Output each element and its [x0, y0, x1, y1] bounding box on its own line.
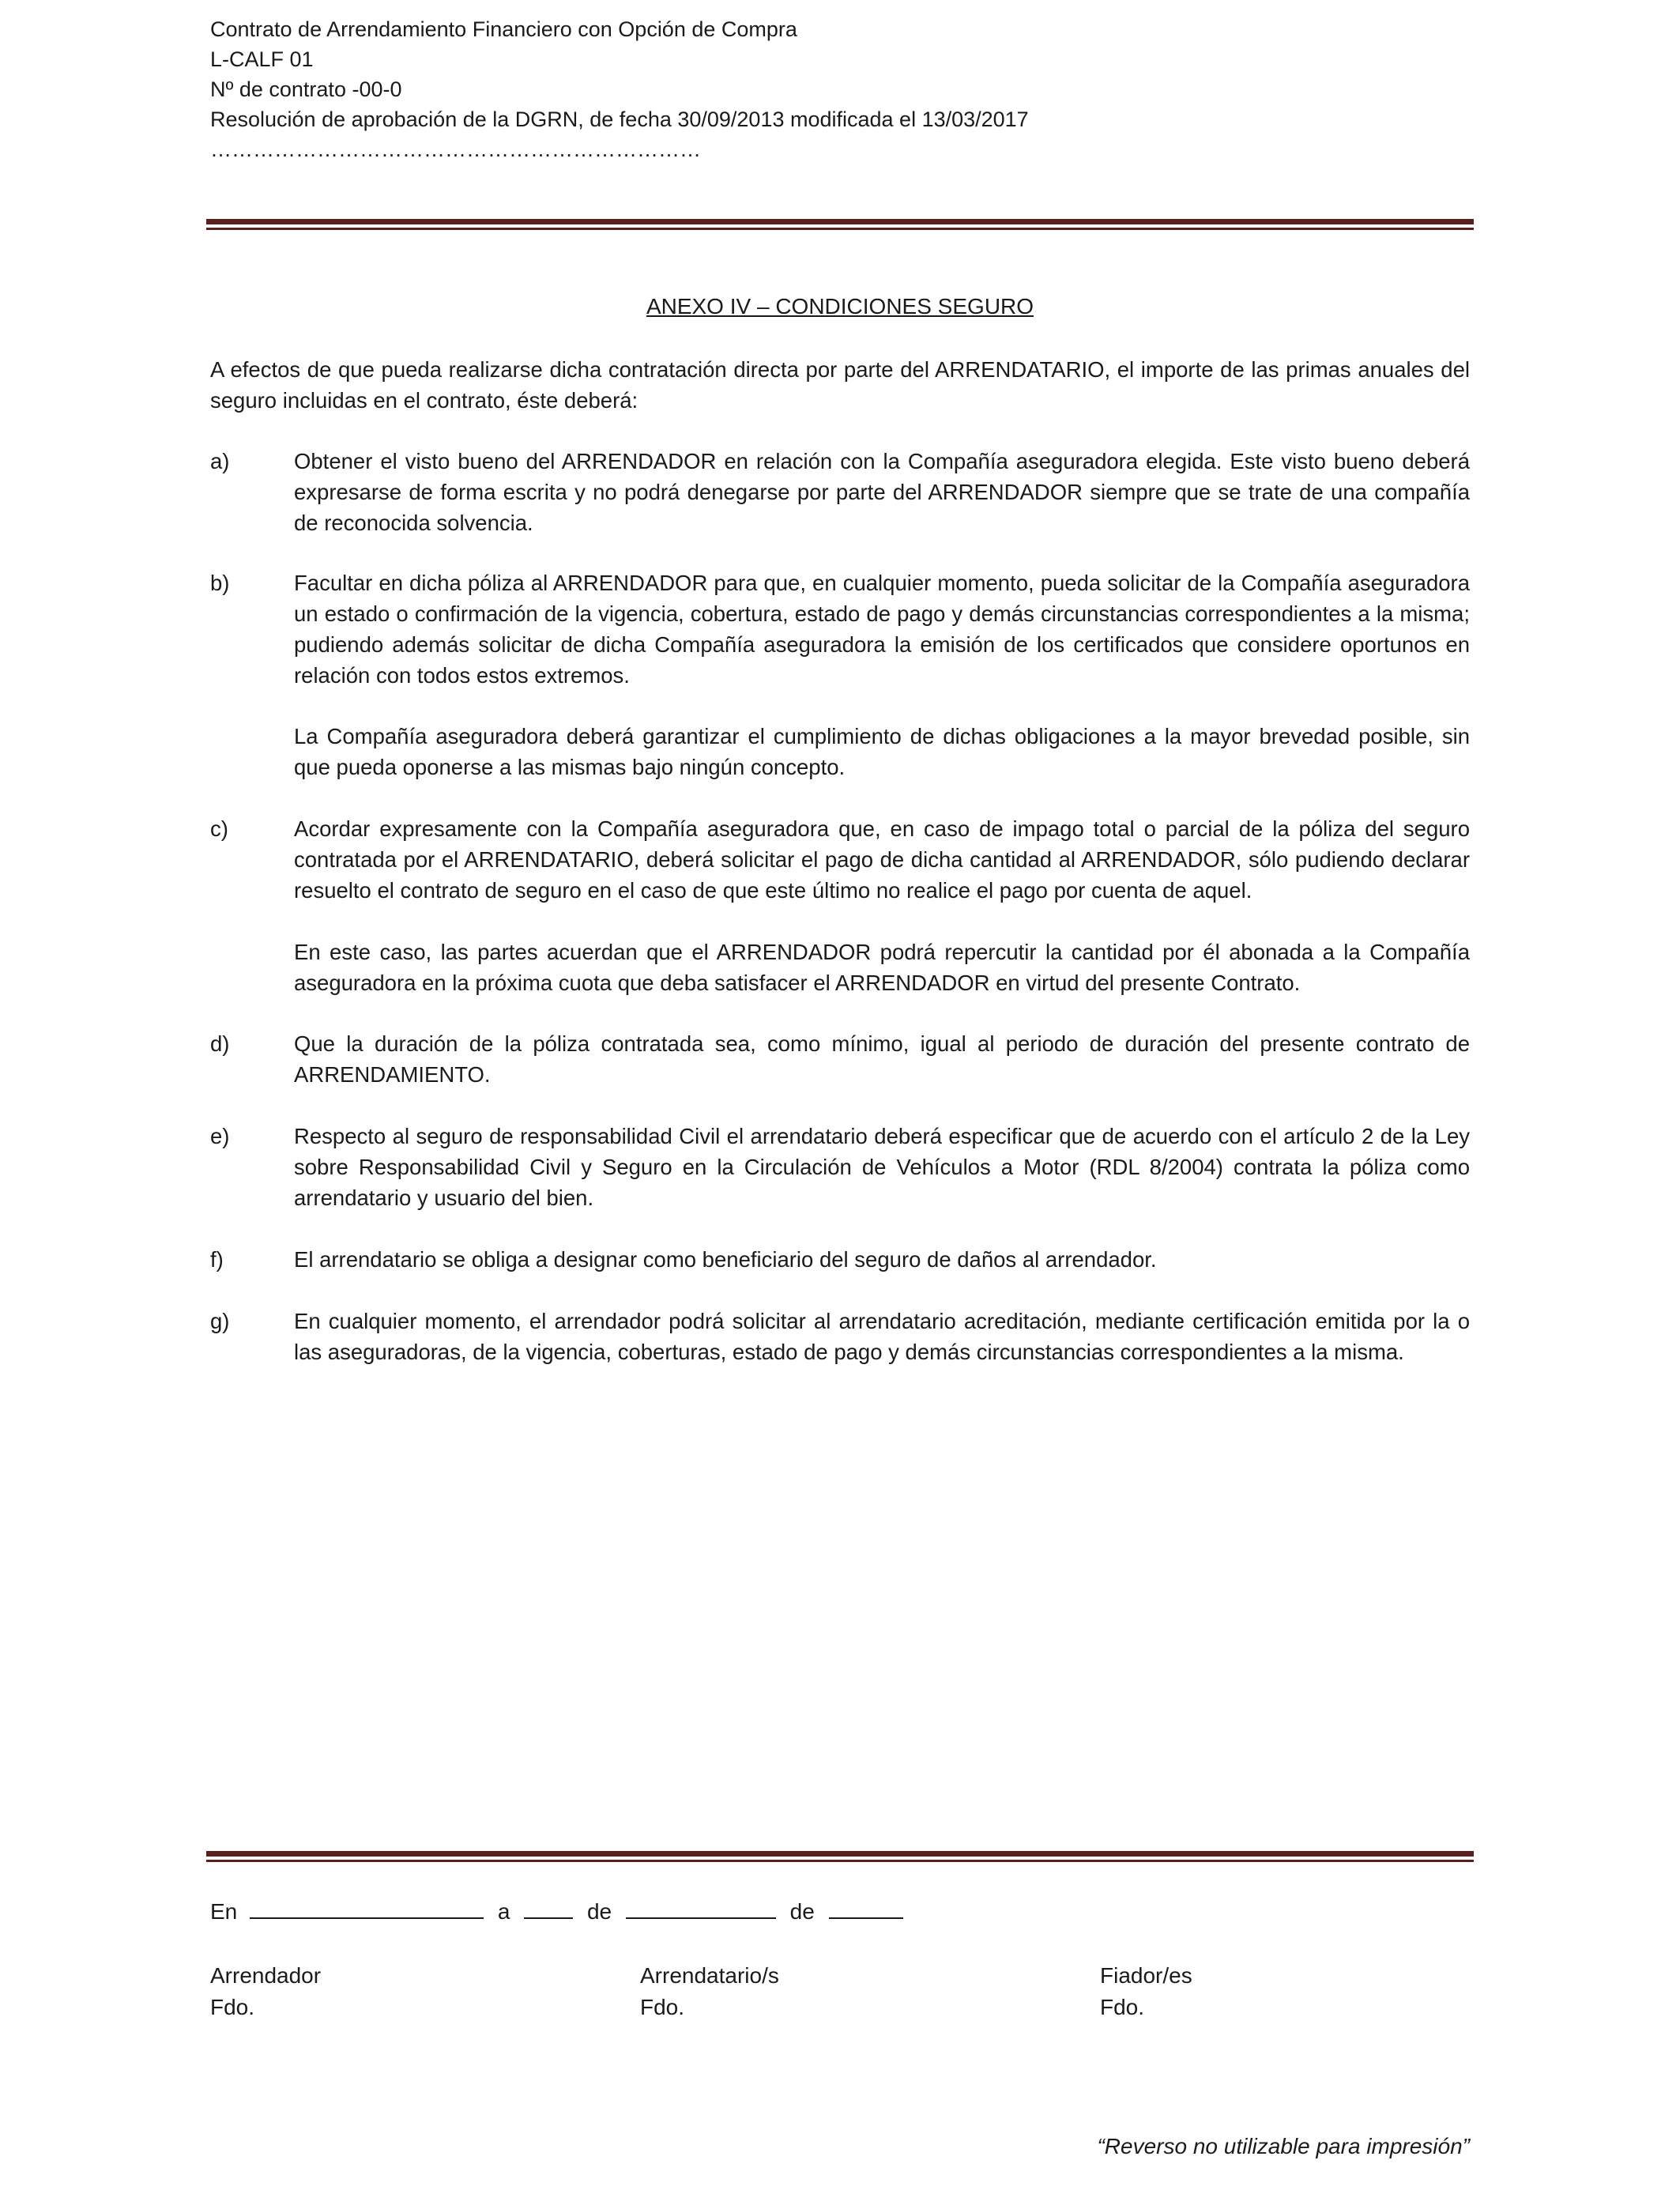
- place-blank[interactable]: [250, 1897, 484, 1919]
- clause-text: Acordar expresamente con la Compañía aseguradora que, en caso de impago total o parcial de la póliza del seguro contratada por el ARRENDATARIO, deberá solicitar el pago de dicha cantidad al ARRENDADOR, sólo pudiendo declarar resuelto el contrato de seguro en el caso de que este último no realice el pago por cuenta de aquel.: [294, 816, 1470, 903]
- clause-letter: b): [210, 571, 230, 595]
- document-header: [210, 14, 1029, 164]
- clause-b-subparagraph: La Compañía aseguradora deberá garantizar el cumplimiento de dichas obligaciones a la mayor brevedad posible, sin que pueda oponerse a las mismas bajo ningún concepto.: [294, 724, 1470, 779]
- clause-letter: d): [210, 1031, 230, 1056]
- signature-arrendatario: [640, 1960, 779, 2023]
- clause-text: En cualquier momento, el arrendador podrá solicitar al arrendatario acreditación, mediante certificación emitida por la o las aseguradoras, de la vigencia, coberturas, estado de pago y demás circunstancias correspondientes a la misma.: [294, 1309, 1470, 1364]
- clause-text: Facultar en dicha póliza al ARRENDADOR para que, en cualquier momento, pueda solicitar de la Compañía aseguradora un estado o confirmación de la vigencia, cobertura, estado de pago y demás circunstancias correspondientes a la misma; pudiendo además solicitar de dicha Compañía aseguradora la emisión de los certificados que considere oportunos en relación con todos estos extremos.: [294, 571, 1470, 688]
- clause-letter: a): [210, 449, 230, 473]
- year-label: de: [789, 1899, 815, 1924]
- signature-fiador: [1100, 1960, 1192, 2023]
- bottom-divider-thick: [206, 1851, 1474, 1857]
- footer-print-note: “Reverso no utilizable para impresión”: [1097, 2134, 1470, 2158]
- top-divider: [206, 219, 1474, 232]
- day-label: a: [497, 1899, 510, 1924]
- signature-role: Fiador/es: [1100, 1963, 1192, 1988]
- signature-fdo: Fdo.: [1100, 1995, 1145, 2019]
- header-contract-number: Nº de contrato -00-0: [210, 77, 402, 101]
- signature-fdo: Fdo.: [640, 1995, 685, 2019]
- top-divider-thick: [206, 219, 1474, 224]
- clause-text: Que la duración de la póliza contratada sea, como mínimo, igual al periodo de duración del presente contrato de ARRENDAMIENTO.: [294, 1031, 1470, 1087]
- clause-text: El arrendatario se obliga a designar como beneficiario del seguro de daños al arrendador.: [294, 1247, 1157, 1272]
- month-blank[interactable]: [626, 1897, 776, 1919]
- header-resolution: Resolución de aprobación de la DGRN, de fecha 30/09/2013 modificada el 13/03/2017: [210, 107, 1029, 131]
- place-label: En: [210, 1899, 238, 1924]
- annex-title: ANEXO IV – CONDICIONES SEGURO: [646, 294, 1034, 319]
- bottom-divider-thin: [206, 1860, 1474, 1862]
- header-dotted-line: ……………………………………………………………: [210, 138, 701, 161]
- clause-text: Respecto al seguro de responsabilidad Civil el arrendatario deberá especificar que de acuerdo con el artículo 2 de la Ley sobre Responsabilidad Civil y Seguro en la Circulación de Vehículos a Motor (RDL 8/2004) contrata la póliza como arrendatario y usuario del bien.: [294, 1124, 1470, 1210]
- month-label: de: [586, 1899, 612, 1924]
- header-contract-title: Contrato de Arrendamiento Financiero con Opción de Compra: [210, 17, 797, 41]
- bottom-divider: [206, 1851, 1474, 1864]
- clause-letter: f): [210, 1247, 224, 1272]
- clause-letter: c): [210, 816, 228, 841]
- place-date-line: [210, 1897, 903, 1924]
- clause-c-subparagraph: En este caso, las partes acuerdan que el ARRENDADOR podrá repercutir la cantidad por él abonada a la Compañía aseguradora en la próxima cuota que deba satisfacer el ARRENDADOR en virtud del presente Contrato.: [294, 940, 1470, 995]
- signature-arrendador: [210, 1960, 321, 2023]
- signature-role: Arrendatario/s: [640, 1963, 779, 1988]
- signature-fdo: Fdo.: [210, 1995, 255, 2019]
- signature-role: Arrendador: [210, 1963, 322, 1988]
- year-blank[interactable]: [829, 1897, 903, 1919]
- clause-text: Obtener el visto bueno del ARRENDADOR en relación con la Compañía aseguradora elegida. Este visto bueno deberá expresarse de forma escrita y no podrá denegarse por parte del ARRENDADOR siempre que se trate de una compañía de reconocida solvencia.: [294, 449, 1470, 535]
- clause-letter: e): [210, 1124, 230, 1148]
- header-code: L-CALF 01: [210, 47, 314, 71]
- day-blank[interactable]: [524, 1897, 573, 1919]
- intro-paragraph: A efectos de que pueda realizarse dicha contratación directa por parte del ARRENDATARIO, el importe de las primas anuales del seguro incluidas en el contrato, éste deberá:: [210, 357, 1470, 413]
- clause-letter: g): [210, 1309, 230, 1333]
- top-divider-thin: [206, 228, 1474, 230]
